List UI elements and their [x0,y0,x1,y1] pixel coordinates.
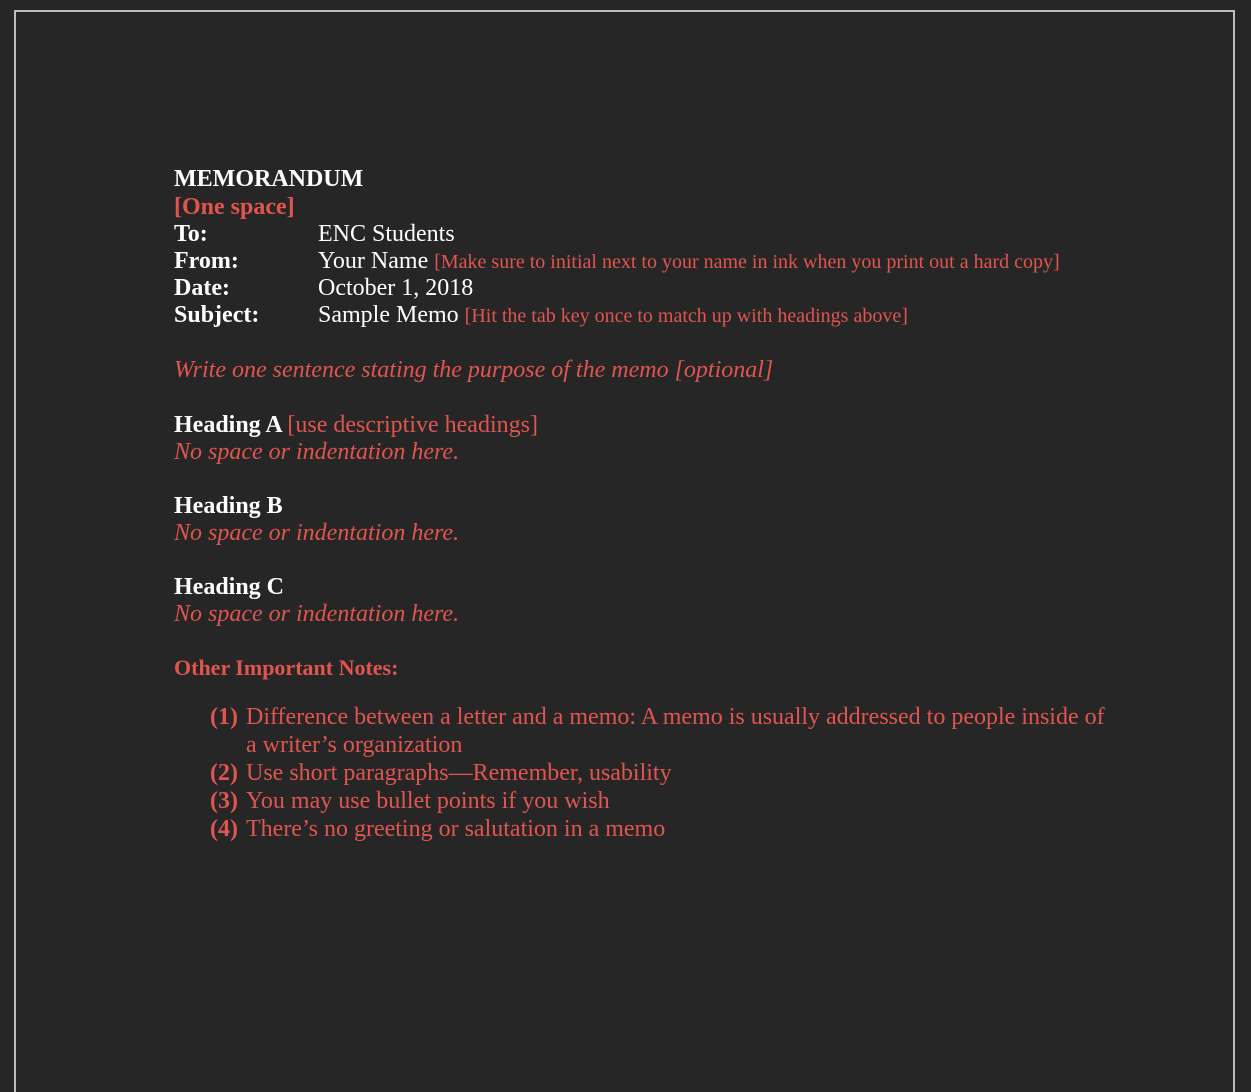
section-heading-note: [use descriptive headings] [287,412,538,438]
section-heading-text: Heading A [174,412,282,438]
list-item-text: There’s no greeting or salutation in a memo [246,816,666,842]
notes-heading: Other Important Notes: [174,655,399,680]
from-row [174,248,1124,275]
list-item-text: Difference between a letter and a memo: A memo is usually addressed to people inside of a writer’s organization [246,704,1105,758]
purpose-sentence: Write one sentence stating the purpose of the memo [optional] [174,357,774,383]
section-c [174,573,1124,627]
document-page [14,10,1235,1092]
to-label: To: [174,221,208,247]
to-value: ENC Students [318,221,455,247]
from-note: [Make sure to initial next to your name in ink when you print out a hard copy] [434,251,1060,273]
section-heading: Heading B [174,493,283,519]
from-label: From: [174,248,239,274]
list-item [210,815,1120,843]
one-space-note: [One space] [174,194,295,220]
date-row [174,275,1124,302]
subject-note: [Hit the tab key once to match up with headings above] [464,305,908,327]
section-body: No space or indentation here. [174,439,460,465]
subject-row [174,302,1124,329]
section-a [174,411,1124,465]
section-heading: Heading C [174,574,285,600]
subject-label: Subject: [174,302,260,328]
list-item-number: (3) [210,788,238,814]
to-row [174,221,1124,248]
memo-body [174,165,1124,843]
list-item-number: (4) [210,816,238,842]
memo-title: MEMORANDUM [174,166,364,192]
subject-value: Sample Memo [318,302,459,328]
section-b [174,492,1124,546]
list-item [210,703,1120,759]
from-value: Your Name [318,248,429,274]
section-body: No space or indentation here. [174,520,460,546]
section-heading [174,411,1124,439]
list-item [210,759,1120,787]
section-body: No space or indentation here. [174,601,460,627]
list-item [210,787,1120,815]
date-label: Date: [174,275,230,301]
date-value: October 1, 2018 [318,275,474,301]
list-item-number: (1) [210,704,238,730]
list-item-text: You may use bullet points if you wish [246,788,610,814]
notes-list [174,703,1120,843]
list-item-number: (2) [210,760,238,786]
list-item-text: Use short paragraphs—Remember, usability [246,760,672,786]
